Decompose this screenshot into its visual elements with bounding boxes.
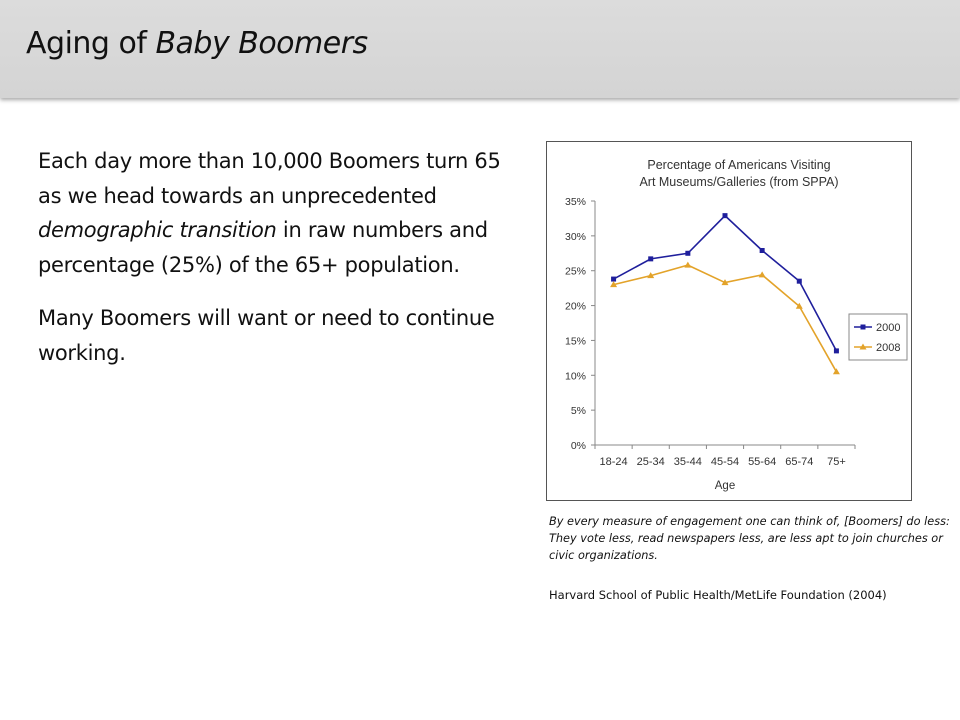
x-tick-label: 25-34 <box>636 456 665 468</box>
body-text <box>38 144 518 370</box>
data-point-2000 <box>797 279 802 284</box>
paragraph-1-italic: demographic transition <box>38 218 277 242</box>
legend-label-2000: 2000 <box>876 322 901 334</box>
data-point-2008 <box>759 271 766 277</box>
x-tick-label: 75+ <box>827 456 846 468</box>
data-point-2000 <box>611 277 616 282</box>
slide-title <box>26 26 368 61</box>
data-point-2000 <box>834 348 839 353</box>
source-citation: Harvard School of Public Health/MetLife Foundation (2004) <box>549 588 887 602</box>
x-tick-label: 65-74 <box>785 456 814 468</box>
legend-marker-2000 <box>861 325 866 330</box>
paragraph-1-part-b: in raw numbers and percentage (25%) of the 65+ population. <box>38 218 488 277</box>
x-tick-label: 35-44 <box>673 456 702 468</box>
y-tick-label: 10% <box>564 370 586 383</box>
x-axis-label: Age <box>714 480 736 492</box>
chart-title-line-2: Art Museums/Galleries (from SPPA) <box>639 175 839 189</box>
data-point-2000 <box>760 248 765 253</box>
quote-text: By every measure of engagement one can think of, [Boomers] do less: They vote less, read newspapers less, are less apt to join churches or civic organizations. <box>549 515 950 562</box>
data-point-2000 <box>685 251 690 256</box>
paragraph-1 <box>38 144 518 282</box>
y-tick-label: 30% <box>564 230 586 243</box>
paragraph-1-part-a: Each day more than 10,000 Boomers turn 65 as we head towards an unprecedented <box>38 149 501 208</box>
paragraph-2: Many Boomers will want or need to continue working. <box>38 306 495 365</box>
data-point-2000 <box>648 256 653 261</box>
title-text: Aging of <box>26 26 156 61</box>
x-tick-label: 55-64 <box>748 456 777 468</box>
title-italic-text: Baby Boomers <box>155 26 368 61</box>
line-chart <box>547 142 911 500</box>
chart-title-line-1: Percentage of Americans Visiting <box>647 158 831 172</box>
data-point-2008 <box>684 262 691 268</box>
data-point-2008 <box>833 368 840 374</box>
chart-frame <box>546 141 912 501</box>
y-tick-label: 15% <box>564 335 586 348</box>
x-tick-label: 18-24 <box>599 456 628 468</box>
data-point-2000 <box>723 213 728 218</box>
y-tick-label: 35% <box>564 196 586 208</box>
y-tick-label: 20% <box>564 300 586 313</box>
x-tick-label: 45-54 <box>710 456 740 468</box>
y-tick-label: 5% <box>570 405 586 418</box>
y-tick-label: 0% <box>570 440 586 452</box>
slide-title-bar <box>0 0 960 98</box>
legend-label-2008: 2008 <box>876 342 901 354</box>
y-tick-label: 25% <box>564 265 586 278</box>
